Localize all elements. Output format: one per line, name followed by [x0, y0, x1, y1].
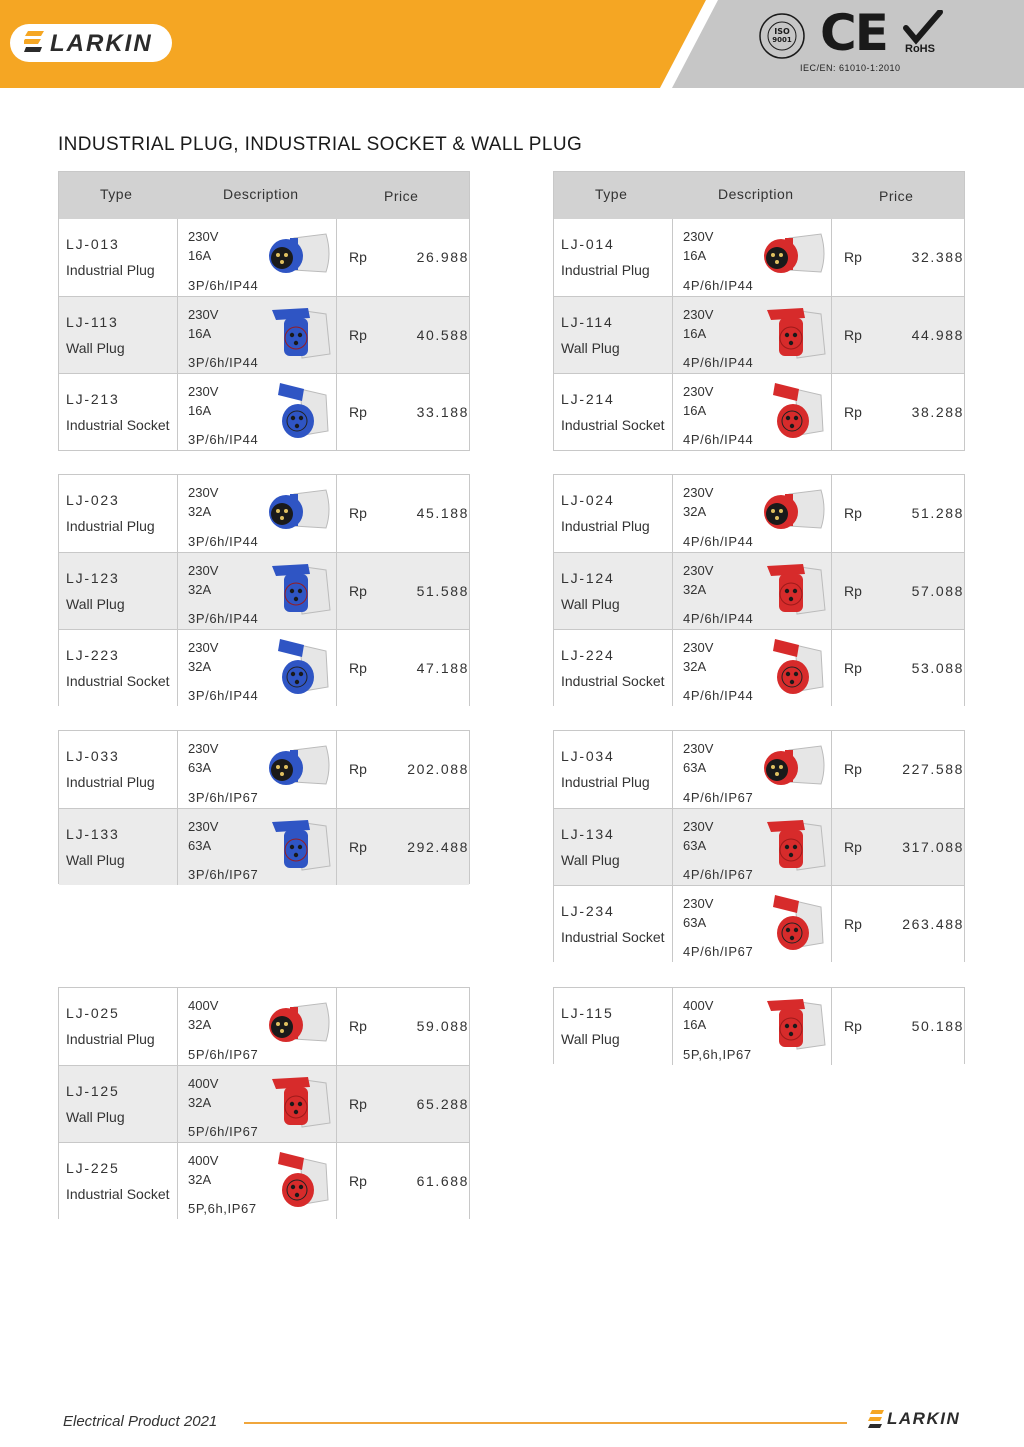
product-spec: 3P/6h/IP44: [188, 688, 259, 703]
column-divider: [831, 374, 832, 450]
product-image: [759, 814, 829, 885]
product-name: Industrial Socket: [66, 417, 170, 433]
product-name: Wall Plug: [66, 340, 125, 356]
column-divider: [336, 475, 337, 552]
product-name: Industrial Plug: [66, 518, 155, 534]
header-description: Description: [718, 186, 794, 202]
column-divider: [831, 219, 832, 296]
product-name: Wall Plug: [561, 852, 620, 868]
product-image: [759, 993, 829, 1064]
product-name: Industrial Socket: [66, 1186, 170, 1202]
currency-label: Rp: [349, 249, 367, 265]
product-price: 44.988: [911, 327, 964, 343]
product-voltage: 230V: [683, 485, 714, 500]
table-row: [554, 731, 964, 808]
product-price: 40.588: [416, 327, 469, 343]
product-current: 32A: [683, 582, 707, 597]
table-row: [59, 552, 469, 629]
product-current: 16A: [683, 403, 707, 418]
product-price: 51.588: [416, 583, 469, 599]
currency-label: Rp: [844, 583, 862, 599]
currency-label: Rp: [844, 404, 862, 420]
product-name: Industrial Plug: [561, 774, 650, 790]
currency-label: Rp: [349, 1018, 367, 1034]
red-wall-plug-icon: [264, 1071, 334, 1137]
currency-label: Rp: [844, 916, 862, 932]
column-divider: [831, 553, 832, 629]
product-code: LJ-033: [66, 748, 120, 764]
currency-label: Rp: [349, 583, 367, 599]
column-divider: [336, 731, 337, 808]
product-image: [759, 891, 829, 962]
header-description: Description: [223, 186, 299, 202]
table-row: [59, 219, 469, 296]
table-row: [59, 373, 469, 450]
footer-text: Electrical Product 2021: [63, 1413, 218, 1430]
product-current: 32A: [188, 659, 212, 674]
product-voltage: 230V: [188, 307, 219, 322]
product-current: 16A: [188, 248, 212, 263]
product-price: 26.988: [416, 249, 469, 265]
red-industrial-socket-icon: [759, 891, 829, 957]
product-voltage: 230V: [683, 229, 714, 244]
column-divider: [336, 374, 337, 450]
iso-line1: ISO: [774, 27, 790, 36]
product-price: 59.088: [416, 1018, 469, 1034]
product-current: 16A: [683, 1017, 707, 1032]
product-price: 61.688: [416, 1173, 469, 1189]
product-spec: 4P/6h/IP44: [683, 278, 754, 293]
table-row: [59, 731, 469, 808]
column-divider: [177, 988, 178, 1065]
product-spec: 4P/6h/IP44: [683, 534, 754, 549]
product-image: [759, 224, 829, 295]
column-divider: [336, 553, 337, 629]
product-voltage: 400V: [683, 998, 714, 1013]
table-row: [554, 475, 964, 552]
product-name: Industrial Socket: [561, 417, 665, 433]
iso-9001-icon: [758, 12, 806, 60]
product-code: LJ-214: [561, 391, 615, 407]
red-wall-plug-icon: [759, 558, 829, 624]
product-name: Industrial Plug: [66, 1031, 155, 1047]
currency-label: Rp: [844, 1018, 862, 1034]
column-divider: [177, 374, 178, 450]
product-price: 227.588: [902, 761, 964, 777]
product-image: [759, 635, 829, 706]
currency-label: Rp: [349, 761, 367, 777]
column-divider: [336, 219, 337, 296]
product-spec: 3P/6h/IP44: [188, 432, 259, 447]
product-code: LJ-234: [561, 903, 615, 919]
iso-line2: 9001: [772, 36, 792, 44]
column-divider: [177, 297, 178, 373]
product-name: Industrial Plug: [66, 774, 155, 790]
product-name: Wall Plug: [561, 596, 620, 612]
product-current: 16A: [188, 326, 212, 341]
product-image: [759, 558, 829, 629]
product-spec: 3P/6h/IP44: [188, 278, 259, 293]
product-code: LJ-125: [66, 1083, 120, 1099]
column-divider: [672, 809, 673, 885]
product-name: Industrial Plug: [66, 262, 155, 278]
table-row: [554, 296, 964, 373]
column-divider: [672, 475, 673, 552]
product-current: 63A: [683, 915, 707, 930]
product-current: 32A: [188, 1017, 212, 1032]
column-divider: [177, 630, 178, 706]
product-name: Industrial Socket: [66, 673, 170, 689]
red-industrial-socket-icon: [759, 379, 829, 445]
product-spec: 3P/6h/IP44: [188, 355, 259, 370]
column-divider: [672, 731, 673, 808]
currency-label: Rp: [844, 839, 862, 855]
product-code: LJ-124: [561, 570, 615, 586]
table-red-16a: [553, 171, 965, 451]
column-divider: [672, 297, 673, 373]
currency-label: Rp: [844, 660, 862, 676]
rohs-check-icon: [902, 10, 944, 46]
page-header: [0, 0, 1024, 88]
currency-label: Rp: [349, 839, 367, 855]
product-voltage: 230V: [683, 741, 714, 756]
currency-label: Rp: [844, 761, 862, 777]
column-divider: [177, 219, 178, 296]
blue-industrial-plug-icon: [264, 224, 334, 290]
column-divider: [831, 886, 832, 962]
product-code: LJ-113: [66, 314, 119, 330]
header-price: Price: [879, 188, 914, 204]
column-divider: [177, 731, 178, 808]
column-divider: [336, 297, 337, 373]
currency-label: Rp: [844, 327, 862, 343]
red-industrial-plug-icon: [759, 480, 829, 546]
product-code: LJ-213: [66, 391, 120, 407]
product-code: LJ-025: [66, 1005, 120, 1021]
column-divider: [831, 988, 832, 1065]
product-price: 263.488: [902, 916, 964, 932]
product-voltage: 230V: [683, 640, 714, 655]
product-name: Industrial Socket: [561, 673, 665, 689]
column-divider: [672, 988, 673, 1065]
product-spec: 4P/6h/IP67: [683, 790, 754, 805]
product-spec: 3P/6h/IP44: [188, 611, 259, 626]
currency-label: Rp: [349, 505, 367, 521]
product-name: Wall Plug: [561, 340, 620, 356]
product-image: [264, 558, 334, 629]
product-voltage: 400V: [188, 1076, 219, 1091]
product-name: Industrial Plug: [561, 518, 650, 534]
currency-label: Rp: [349, 660, 367, 676]
product-current: 32A: [188, 504, 212, 519]
product-name: Wall Plug: [561, 1031, 620, 1047]
product-spec: 5P,6h,IP67: [683, 1047, 752, 1062]
product-voltage: 230V: [683, 384, 714, 399]
product-spec: 4P/6h/IP44: [683, 355, 754, 370]
product-voltage: 230V: [683, 307, 714, 322]
product-price: 45.188: [416, 505, 469, 521]
product-name: Wall Plug: [66, 1109, 125, 1125]
iec-standard: IEC/EN: 61010-1:2010: [800, 63, 901, 73]
table-row: [59, 475, 469, 552]
column-divider: [336, 1143, 337, 1219]
product-spec: 5P/6h/IP67: [188, 1124, 259, 1139]
table-red-32a: [553, 474, 965, 706]
table-row: [59, 629, 469, 706]
column-divider: [672, 886, 673, 962]
product-price: 32.388: [911, 249, 964, 265]
product-current: 32A: [683, 659, 707, 674]
product-current: 63A: [188, 760, 212, 775]
product-price: 65.288: [416, 1096, 469, 1112]
red-wall-plug-icon: [759, 302, 829, 368]
product-spec: 5P/6h/IP67: [188, 1047, 259, 1062]
product-price: 51.288: [911, 505, 964, 521]
table-row: [554, 808, 964, 885]
column-divider: [831, 475, 832, 552]
table-header: [554, 172, 964, 219]
product-spec: 4P/6h/IP67: [683, 944, 754, 959]
product-voltage: 230V: [683, 896, 714, 911]
product-image: [264, 635, 334, 706]
product-image: [264, 302, 334, 373]
column-divider: [336, 988, 337, 1065]
product-price: 317.088: [902, 839, 964, 855]
product-spec: 4P/6h/IP44: [683, 688, 754, 703]
product-voltage: 230V: [188, 741, 219, 756]
column-divider: [177, 553, 178, 629]
product-name: Industrial Socket: [561, 929, 665, 945]
column-divider: [831, 297, 832, 373]
blue-wall-plug-icon: [264, 302, 334, 368]
product-current: 32A: [683, 504, 707, 519]
table-row: [59, 1065, 469, 1142]
table-header: [59, 172, 469, 219]
product-voltage: 230V: [188, 229, 219, 244]
product-current: 16A: [188, 403, 212, 418]
product-price: 47.188: [416, 660, 469, 676]
blue-industrial-plug-icon: [264, 736, 334, 802]
ce-mark: CE: [820, 4, 887, 62]
product-current: 16A: [683, 248, 707, 263]
product-code: LJ-223: [66, 647, 120, 663]
product-current: 16A: [683, 326, 707, 341]
currency-label: Rp: [349, 1096, 367, 1112]
table-row: [554, 552, 964, 629]
product-image: [264, 736, 334, 807]
product-image: [759, 379, 829, 450]
red-wall-plug-icon: [759, 993, 829, 1059]
product-name: Industrial Plug: [561, 262, 650, 278]
table-row: [59, 296, 469, 373]
product-image: [264, 379, 334, 450]
blue-industrial-plug-icon: [264, 480, 334, 546]
product-code: LJ-024: [561, 492, 615, 508]
product-voltage: 230V: [683, 563, 714, 578]
product-code: LJ-034: [561, 748, 615, 764]
currency-label: Rp: [844, 505, 862, 521]
product-price: 53.088: [911, 660, 964, 676]
product-current: 63A: [683, 760, 707, 775]
column-divider: [672, 553, 673, 629]
table-red-63a: [553, 730, 965, 962]
column-divider: [336, 1066, 337, 1142]
larkin-logo-icon: [24, 29, 46, 55]
product-spec: 4P/6h/IP44: [683, 432, 754, 447]
column-divider: [177, 809, 178, 885]
table-row: [59, 808, 469, 885]
product-spec: 3P/6h/IP67: [188, 790, 259, 805]
red-industrial-plug-icon: [759, 736, 829, 802]
product-code: LJ-013: [66, 236, 120, 252]
product-code: LJ-133: [66, 826, 120, 842]
product-code: LJ-123: [66, 570, 120, 586]
column-divider: [831, 809, 832, 885]
product-image: [264, 993, 334, 1064]
table-row: [554, 885, 964, 962]
table-blue-32a: [58, 474, 470, 706]
product-spec: 4P/6h/IP44: [683, 611, 754, 626]
header-price: Price: [384, 188, 419, 204]
product-price: 292.488: [407, 839, 469, 855]
brand-logo-text: LARKIN: [50, 30, 153, 57]
product-current: 32A: [188, 582, 212, 597]
red-industrial-plug-icon: [264, 993, 334, 1059]
product-image: [759, 302, 829, 373]
column-divider: [177, 475, 178, 552]
table-row: [554, 988, 964, 1065]
table-row: [59, 988, 469, 1065]
product-current: 32A: [188, 1095, 212, 1110]
table-red-400v-single: [553, 987, 965, 1064]
product-price: 33.188: [416, 404, 469, 420]
header-type: Type: [595, 186, 628, 202]
rohs-label: RoHS: [905, 43, 935, 55]
red-industrial-plug-icon: [759, 224, 829, 290]
column-divider: [672, 630, 673, 706]
column-divider: [336, 630, 337, 706]
product-spec: 4P/6h/IP67: [683, 867, 754, 882]
product-voltage: 230V: [188, 384, 219, 399]
red-wall-plug-icon: [759, 814, 829, 880]
product-code: LJ-023: [66, 492, 120, 508]
column-divider: [177, 1143, 178, 1219]
table-row: [554, 629, 964, 706]
page-title: INDUSTRIAL PLUG, INDUSTRIAL SOCKET & WALL PLUG: [58, 134, 583, 155]
product-price: 50.188: [911, 1018, 964, 1034]
blue-wall-plug-icon: [264, 814, 334, 880]
column-divider: [336, 809, 337, 885]
table-row: [554, 219, 964, 296]
product-code: LJ-115: [561, 1005, 614, 1021]
column-divider: [831, 630, 832, 706]
product-price: 202.088: [407, 761, 469, 777]
product-code: LJ-224: [561, 647, 615, 663]
column-divider: [672, 374, 673, 450]
column-divider: [831, 731, 832, 808]
product-name: Wall Plug: [66, 596, 125, 612]
footer-logo-icon: [868, 1409, 886, 1429]
red-industrial-socket-icon: [759, 635, 829, 701]
product-voltage: 400V: [188, 1153, 219, 1168]
product-image: [264, 1071, 334, 1142]
product-current: 63A: [683, 838, 707, 853]
product-code: LJ-114: [561, 314, 614, 330]
currency-label: Rp: [349, 327, 367, 343]
product-spec: 5P,6h,IP67: [188, 1201, 257, 1216]
blue-industrial-socket-icon: [264, 635, 334, 701]
blue-industrial-socket-icon: [264, 379, 334, 445]
product-price: 38.288: [911, 404, 964, 420]
product-image: [264, 224, 334, 295]
footer-brand: LARKIN: [887, 1409, 961, 1428]
column-divider: [672, 219, 673, 296]
product-image: [759, 736, 829, 807]
product-voltage: 230V: [188, 485, 219, 500]
product-spec: 3P/6h/IP67: [188, 867, 259, 882]
currency-label: Rp: [844, 249, 862, 265]
product-current: 32A: [188, 1172, 212, 1187]
product-image: [264, 480, 334, 551]
table-blue-16a: [58, 171, 470, 451]
product-code: LJ-134: [561, 826, 615, 842]
blue-wall-plug-icon: [264, 558, 334, 624]
product-code: LJ-014: [561, 236, 615, 252]
product-current: 63A: [188, 838, 212, 853]
product-image: [759, 480, 829, 551]
product-voltage: 230V: [188, 563, 219, 578]
currency-label: Rp: [349, 404, 367, 420]
red-industrial-socket-icon: [264, 1148, 334, 1214]
table-row: [554, 373, 964, 450]
table-blue-63a: [58, 730, 470, 884]
column-divider: [177, 1066, 178, 1142]
product-image: [264, 1148, 334, 1219]
currency-label: Rp: [349, 1173, 367, 1189]
product-voltage: 400V: [188, 998, 219, 1013]
table-row: [59, 1142, 469, 1219]
product-voltage: 230V: [188, 640, 219, 655]
product-voltage: 230V: [188, 819, 219, 834]
footer-divider: [244, 1422, 847, 1424]
header-type: Type: [100, 186, 133, 202]
product-image: [264, 814, 334, 885]
product-price: 57.088: [911, 583, 964, 599]
product-voltage: 230V: [683, 819, 714, 834]
product-spec: 3P/6h/IP44: [188, 534, 259, 549]
product-code: LJ-225: [66, 1160, 120, 1176]
product-name: Wall Plug: [66, 852, 125, 868]
table-red-400v: [58, 987, 470, 1219]
